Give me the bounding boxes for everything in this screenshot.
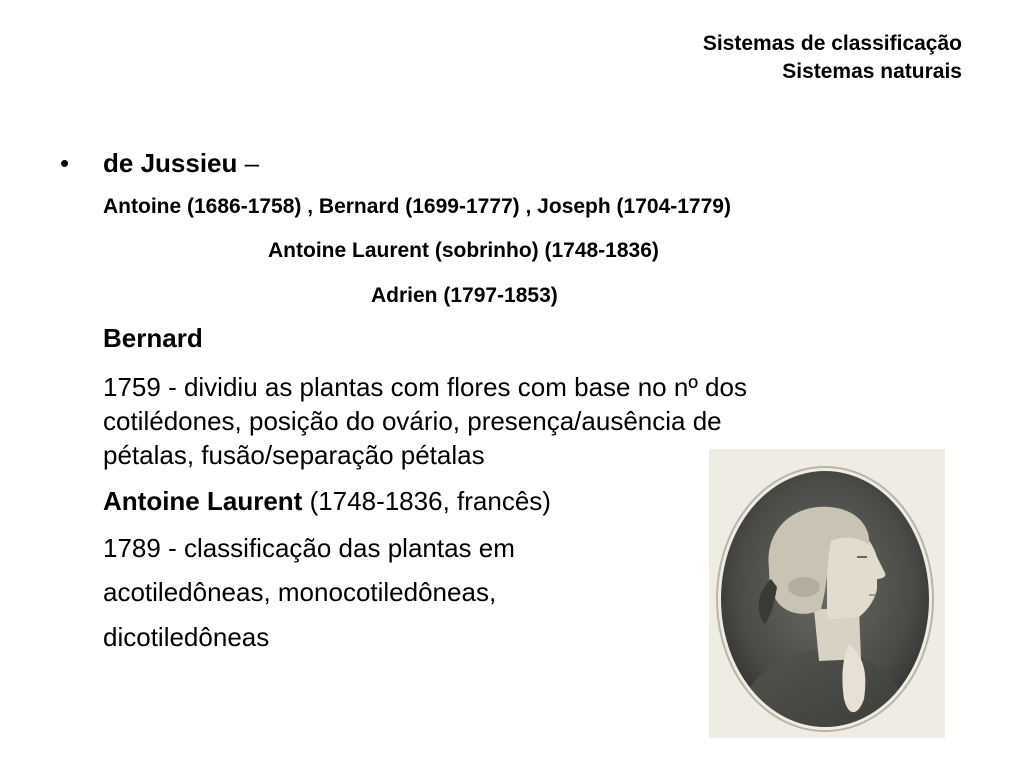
- bernard-desc-line1: 1759 - dividiu as plantas com flores com base no nº dos: [103, 372, 747, 402]
- bernard-desc-line3: pétalas, fusão/separação pétalas: [103, 440, 485, 470]
- classification-line1: 1789 - classificação das plantas em: [103, 533, 515, 563]
- antoine-laurent-name: Antoine Laurent: [103, 486, 303, 516]
- jussieu-name: de Jussieu: [103, 148, 238, 178]
- bernard-description: [103, 370, 747, 472]
- classification-line2: acotiledôneas, monocotiledôneas,: [103, 577, 497, 607]
- family-members-line: Antoine (1686-1758) , Bernard (1699-1777) , Joseph (1704-1779): [103, 195, 731, 218]
- heading-dash: –: [237, 148, 260, 178]
- portrait-image: [709, 449, 945, 738]
- antoine-laurent-line: Antoine Laurent (sobrinho) (1748-1836): [268, 239, 659, 262]
- bullet-icon: •: [60, 148, 70, 178]
- adrien-line: Adrien (1797-1853): [371, 284, 558, 307]
- header-title-line2: Sistemas naturais: [782, 60, 962, 83]
- bernard-desc-line2: cotilédones, posição do ovário, presença/ausência de: [103, 406, 722, 436]
- antoine-laurent-dates: (1748-1836, francês): [302, 486, 551, 516]
- classification-line3: dicotiledôneas: [103, 622, 270, 652]
- antoine-laurent-heading: [103, 486, 551, 516]
- bernard-heading: Bernard: [103, 323, 203, 353]
- portrait-engraving: [709, 449, 945, 738]
- bullet-heading: [103, 148, 259, 178]
- slide-header: [703, 30, 962, 86]
- header-title-line1: Sistemas de classificação: [702, 32, 962, 55]
